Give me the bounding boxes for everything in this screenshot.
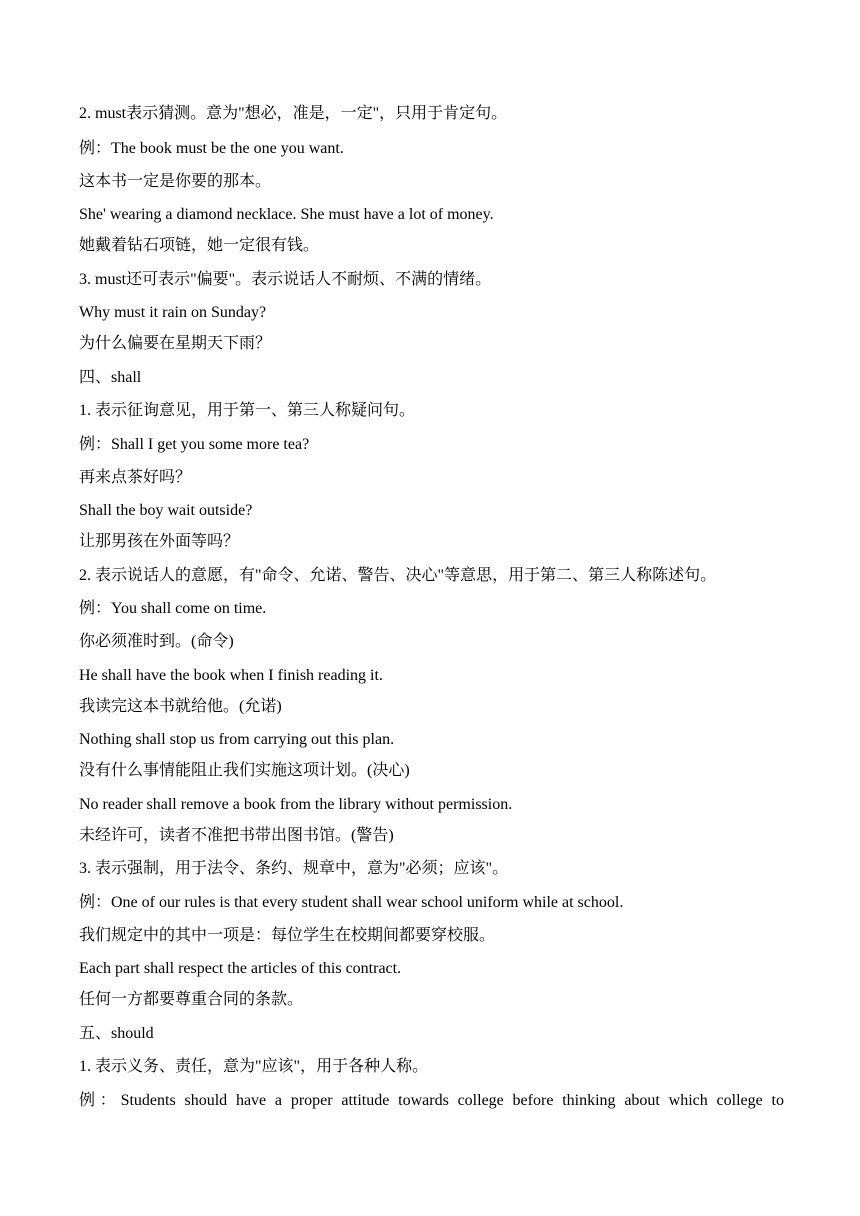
text-line: 未经许可，读者不准把书带出图书馆。(警告) (79, 827, 394, 844)
text-line: She' wearing a diamond necklace. She must have a lot of money. (79, 206, 494, 223)
section-heading: 四、shall (79, 369, 142, 386)
text-line: 为什么偏要在星期天下雨？ (79, 335, 272, 352)
text-line: Nothing shall stop us from carrying out this plan. (79, 731, 395, 748)
text-line: 这本书一定是你要的那本。 (79, 173, 272, 190)
text-line: 没有什么事情能阻止我们实施这项计划。(决心) (79, 762, 410, 779)
text-line: No reader shall remove a book from the library without permission. (79, 796, 513, 813)
section-heading: 五、should (79, 1025, 154, 1042)
text-line: 例：Shall I get you some more tea? (79, 436, 310, 453)
text-line: 例：The book must be the one you want. (79, 140, 344, 157)
text-line: 我读完这本书就给他。(允诺) (79, 698, 282, 715)
text-line: 3. must还可表示"偏要"。表示说话人不耐烦、不满的情绪。 (79, 271, 492, 288)
text-line: 1. 表示义务、责任，意为"应该"，用于各种人称。 (79, 1058, 429, 1075)
text-line: 她戴着钻石项链，她一定很有钱。 (79, 237, 320, 254)
text-line: Each part shall respect the articles of this contract. (79, 960, 402, 977)
text-line: 例：Students should have a proper attitude towards college before thinking about which college to (79, 1092, 784, 1109)
text-line: 你必须准时到。(命令) (79, 633, 234, 650)
text-line: 任何一方都要尊重合同的条款。 (79, 991, 304, 1008)
text-line: 例：You shall come on time. (79, 600, 267, 617)
text-line: He shall have the book when I finish reading it. (79, 667, 383, 684)
text-line: 2. 表示说话人的意愿，有"命令、允诺、警告、决心"等意思，用于第二、第三人称陈述句。 (79, 567, 717, 584)
text-line: 3. 表示强制，用于法令、条约、规章中，意为"必须；应该"。 (79, 860, 509, 877)
text-line: Why must it rain on Sunday? (79, 304, 267, 321)
text-line: 2. must表示猜测。意为"想必，准是，一定"，只用于肯定句。 (79, 105, 508, 122)
text-line: Shall the boy wait outside? (79, 502, 253, 519)
text-line: 1. 表示征询意见，用于第一、第三人称疑问句。 (79, 402, 416, 419)
text-line: 让那男孩在外面等吗？ (79, 533, 240, 550)
text-line: 例：One of our rules is that every student shall wear school uniform while at school. (79, 894, 624, 911)
text-line: 我们规定中的其中一项是：每位学生在校期间都要穿校服。 (79, 927, 496, 944)
text-line: 再来点茶好吗？ (79, 469, 192, 486)
